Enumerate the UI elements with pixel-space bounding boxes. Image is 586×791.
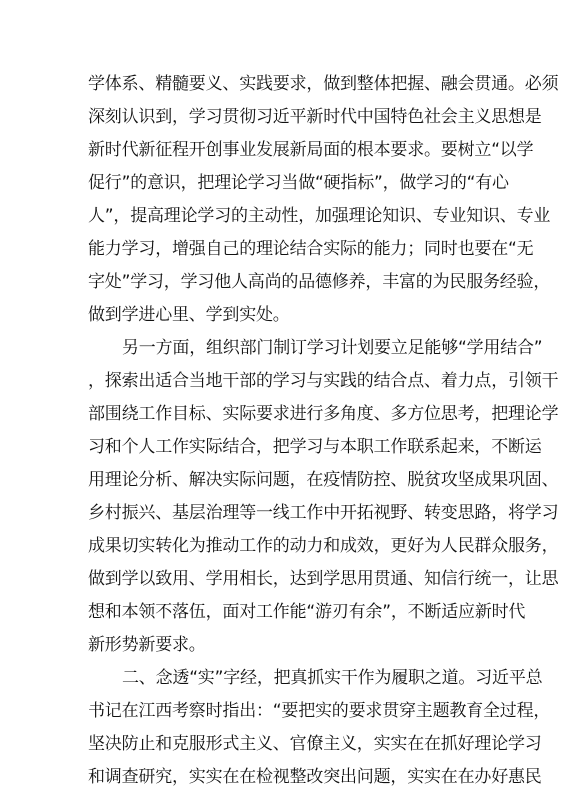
text-line: 用理论分析、解决实际问题，在疫情防控、脱贫攻坚成果巩固、 — [88, 470, 559, 490]
text-line: 想和本领不落伍，面对工作能“游刃有余”，不断适应新时代 — [88, 602, 526, 622]
text-line: 人”，提高理论学习的主动性，加强理论知识、专业知识、专业 — [88, 206, 551, 226]
text-line: 书记在江西考察时指出：“要把实的要求贯穿主题教育全过程， — [88, 701, 551, 721]
text-line: 做到学以致用、学用相长，达到学思用贯通、知信行统一，让思 — [88, 569, 559, 589]
text-line: 做到学进心里、学到实处。 — [88, 305, 290, 325]
text-line: 部围绕工作目标、实际要求进行多角度、多方位思考，把理论学 — [88, 404, 559, 424]
text-line: 乡村振兴、基层治理等一线工作中开拓视野、转变思路，将学习 — [88, 503, 559, 523]
text-line: 坚决防止和克服形式主义、官僚主义，实实在在抓好理论学习 — [88, 734, 542, 754]
text-line: 成果切实转化为推动工作的动力和成效，更好为人民群众服务， — [88, 536, 559, 556]
text-line: 和调查研究，实实在在检视整改突出问题，实实在在办好惠民 — [88, 767, 542, 787]
text-line: 另一方面，组织部门制订学习计划要立足能够“学用结合” — [122, 338, 543, 358]
text-line: 促行”的意识，把理论学习当做“硬指标”，做学习的“有心 — [88, 173, 509, 193]
text-line: 新时代新征程开创事业发展新局面的根本要求。要树立“以学 — [88, 140, 534, 160]
text-line: 字处”学习，学习他人高尚的品德修养，丰富的为民服务经验， — [88, 272, 551, 292]
section-heading-line: 二、念透“实”字经，把真抓实干作为履职之道。习近平总 — [122, 668, 543, 688]
text-line: ，探索出适合当地干部的学习与实践的结合点、着力点，引领干 — [88, 371, 559, 391]
text-line: 深刻认识到，学习贯彻习近平新时代中国特色社会主义思想是 — [88, 107, 542, 127]
text-line: 学体系、精髓要义、实践要求，做到整体把握、融会贯通。必须 — [88, 74, 559, 94]
text-line: 能力学习，增强自己的理论结合实际的能力；同时也要在“无 — [88, 239, 534, 259]
text-line: 习和个人工作实际结合，把学习与本职工作联系起来，不断运 — [88, 437, 542, 457]
text-line: 新形势新要求。 — [88, 635, 206, 655]
